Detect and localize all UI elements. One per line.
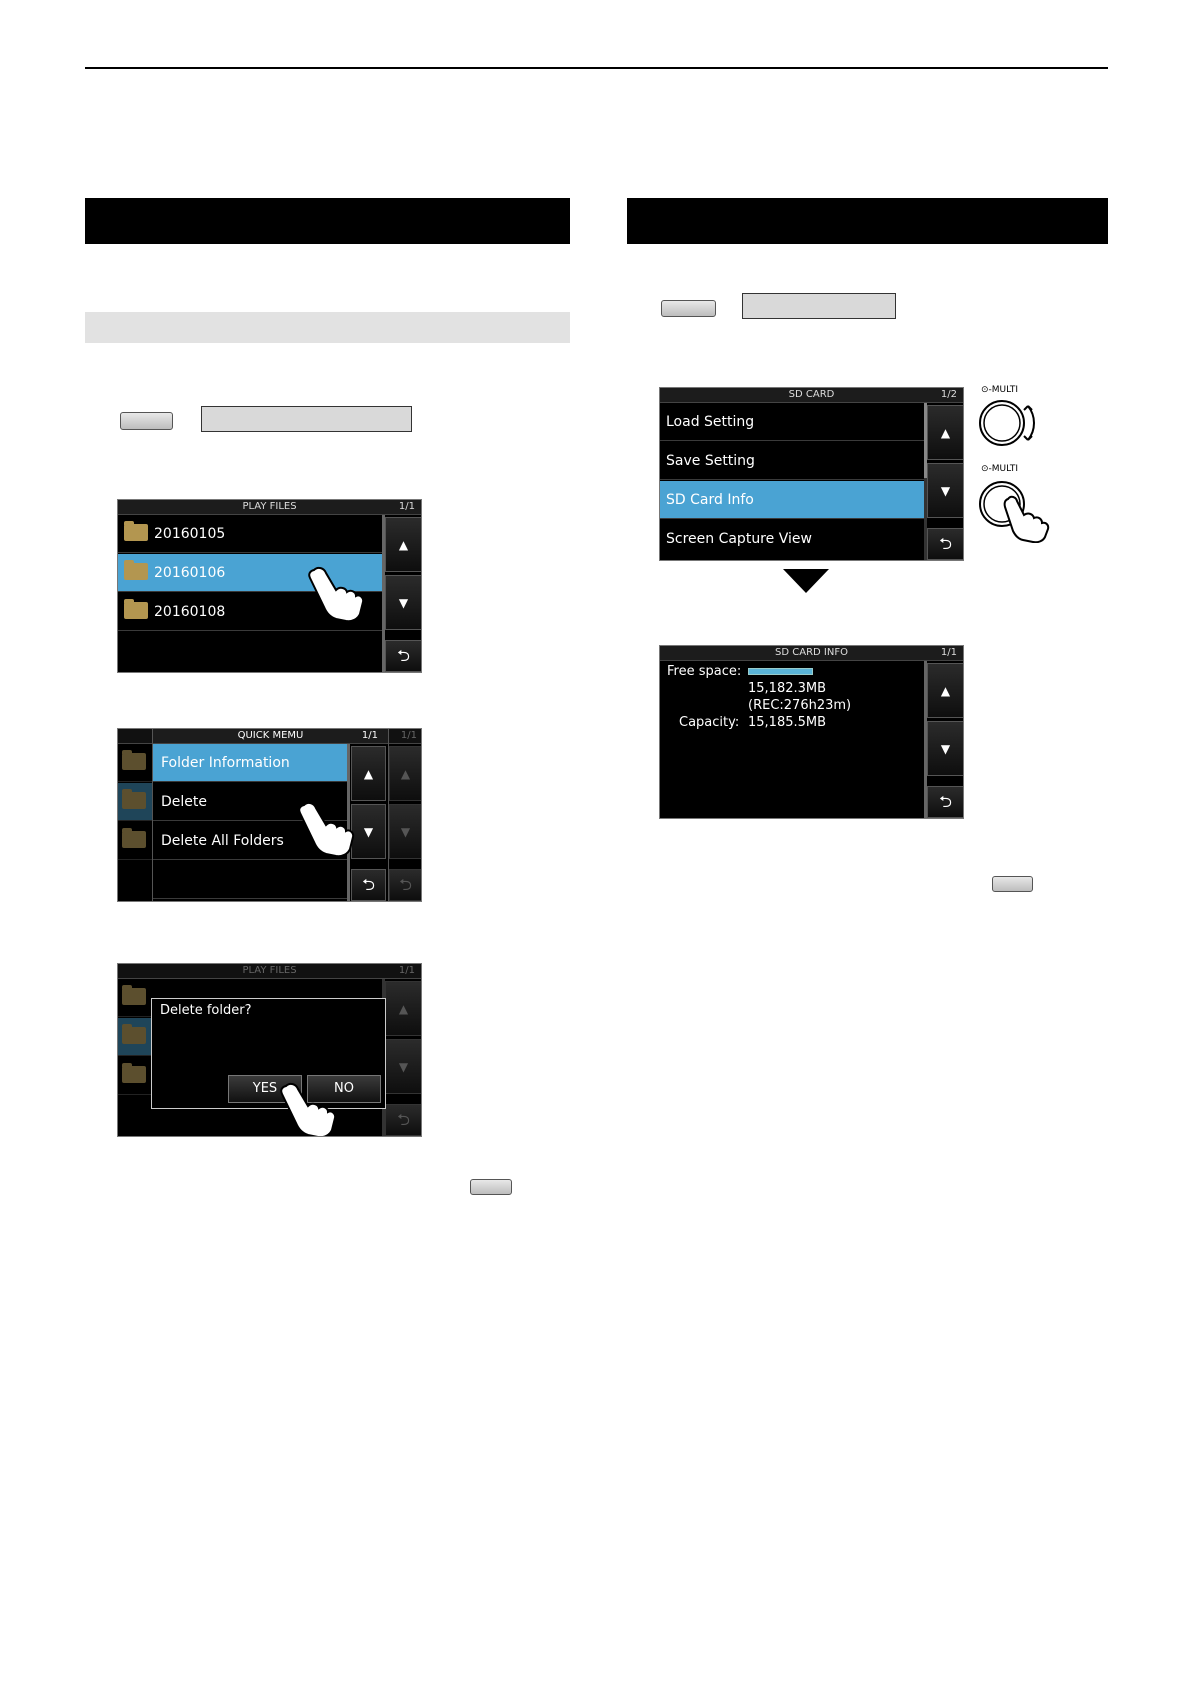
page-indicator: 1/2 [940,389,957,400]
screen-title: SD CARD [660,388,963,403]
capacity-value: 15,185.5MB [748,715,827,730]
folder-icon [122,1027,146,1044]
capacity-label: Capacity: [679,715,740,730]
back-button[interactable] [927,528,964,560]
left-subsection-bar [85,312,570,343]
quick-menu-title: QUICK MEMU [153,729,388,744]
quick-menu-page: 1/1 [361,730,378,741]
up-arrow-icon: ▲ [940,426,951,440]
back-button[interactable] [351,869,386,901]
left-section-header [85,198,570,244]
multi-label-rotate: ⊙-MULTI [981,385,1019,395]
folder-icon [122,988,146,1005]
back-icon: ⮌ [939,792,952,811]
up-arrow-icon: ▲ [400,767,411,781]
free-space-value: 15,182.3MB [748,681,827,696]
touch-hand-icon [296,797,366,857]
bg-back-button [389,869,422,901]
bg-folder-row [118,783,152,821]
menu-item-empty [153,861,347,899]
back-button[interactable] [927,786,964,818]
multi-dial-push-icon [978,477,1063,543]
bg-back-button [385,1104,422,1136]
play-files-screen [117,499,422,673]
folder-icon [124,524,148,541]
up-arrow-icon: ▲ [940,684,951,698]
menu-item-sd-card-info[interactable]: SD Card Info [660,481,924,519]
scroll-up-button[interactable] [927,663,964,718]
bg-folder-row [118,744,152,782]
scroll-down-button[interactable] [927,463,964,518]
exit-key-right [992,876,1033,892]
free-space-meter [748,668,813,675]
sd-card-info-screen [659,645,964,819]
back-icon: ⮌ [397,1110,410,1129]
quick-menu-screen [117,728,422,902]
menu-path-box [201,406,412,432]
folder-icon [122,831,146,848]
folder-name: 20160108 [154,604,226,620]
back-button[interactable] [385,640,422,672]
bg-folder-row [118,822,152,860]
page-indicator: 1/1 [398,501,415,512]
yes-button[interactable]: YES [228,1075,302,1103]
background-page: 1/1 [400,730,417,741]
back-icon: ⮌ [397,646,410,665]
menu-key-right [661,300,716,317]
multi-text: MULTI [991,464,1019,474]
scroll-up-button[interactable] [351,746,386,801]
recording-time-value: (REC:276h23m) [748,698,852,713]
top-rule [85,67,1108,69]
confirm-dialog [151,998,386,1109]
back-icon: ⮌ [939,534,952,553]
back-icon: ⮌ [362,875,375,894]
delete-confirm-screen [117,963,422,1137]
exit-key-left [470,1179,512,1195]
down-arrow-icon: ▼ [398,1060,409,1074]
folder-icon [122,1066,146,1083]
folder-icon [122,753,146,770]
free-space-meter-fill [749,669,812,674]
screen-title: PLAY FILES [118,964,421,979]
bg-down-button [389,804,422,859]
up-arrow-icon: ▲ [398,538,409,552]
down-arrow-icon: ▼ [398,596,409,610]
sd-card-screen [659,387,964,561]
touch-hand-icon [278,1078,348,1137]
menu-item-screen-capture-view[interactable]: Screen Capture View [666,531,812,547]
up-arrow-icon: ▲ [398,1002,409,1016]
bg-folder-row [118,1018,152,1056]
scroll-down-button[interactable] [927,721,964,776]
menu-item-save-setting[interactable]: Save Setting [660,442,924,480]
multi-label-push: ⊙-MULTI [981,464,1019,474]
folder-row[interactable] [118,515,382,553]
folder-icon [122,792,146,809]
dialog-message: Delete folder? [160,1003,252,1018]
down-arrow-icon: ▼ [400,825,411,839]
menu-item-load-setting[interactable]: Load Setting [660,403,924,441]
back-icon: ⮌ [399,875,412,894]
no-button[interactable]: NO [307,1075,381,1103]
screen-title: PLAY FILES [118,500,421,515]
multi-dial-rotate-icon [978,398,1040,448]
bg-down-button [385,1039,422,1094]
folder-name: 20160105 [154,526,226,542]
down-arrow-icon: ▼ [940,742,951,756]
folder-name: 20160106 [154,565,226,581]
free-space-label: Free space: [667,664,742,679]
folder-icon [124,602,148,619]
touch-hand-icon [306,562,376,622]
right-section-header [627,198,1108,244]
menu-item-folder-information[interactable]: Folder Information [153,744,347,782]
bg-folder-row [118,1057,152,1095]
menu-item-delete[interactable]: Delete [153,783,347,821]
scroll-down-button[interactable] [385,575,422,630]
bg-up-button [385,981,422,1036]
multi-text: MULTI [991,385,1019,395]
up-arrow-icon: ▲ [363,767,374,781]
flow-arrow-icon [783,569,829,593]
down-arrow-icon: ▼ [363,825,374,839]
menu-key [120,412,173,430]
folder-icon [124,563,148,580]
menu-path-box-right [742,293,896,319]
bg-folder-row [118,979,152,1017]
page-indicator: 1/1 [940,647,957,658]
menu-item-delete-all-folders[interactable]: Delete All Folders [153,822,347,860]
down-arrow-icon: ▼ [940,484,951,498]
bg-up-button [389,746,422,801]
screen-title: SD CARD INFO [660,646,963,661]
scroll-up-button[interactable] [927,405,964,460]
scroll-up-button[interactable] [385,517,422,572]
page-indicator: 1/1 [398,965,415,976]
